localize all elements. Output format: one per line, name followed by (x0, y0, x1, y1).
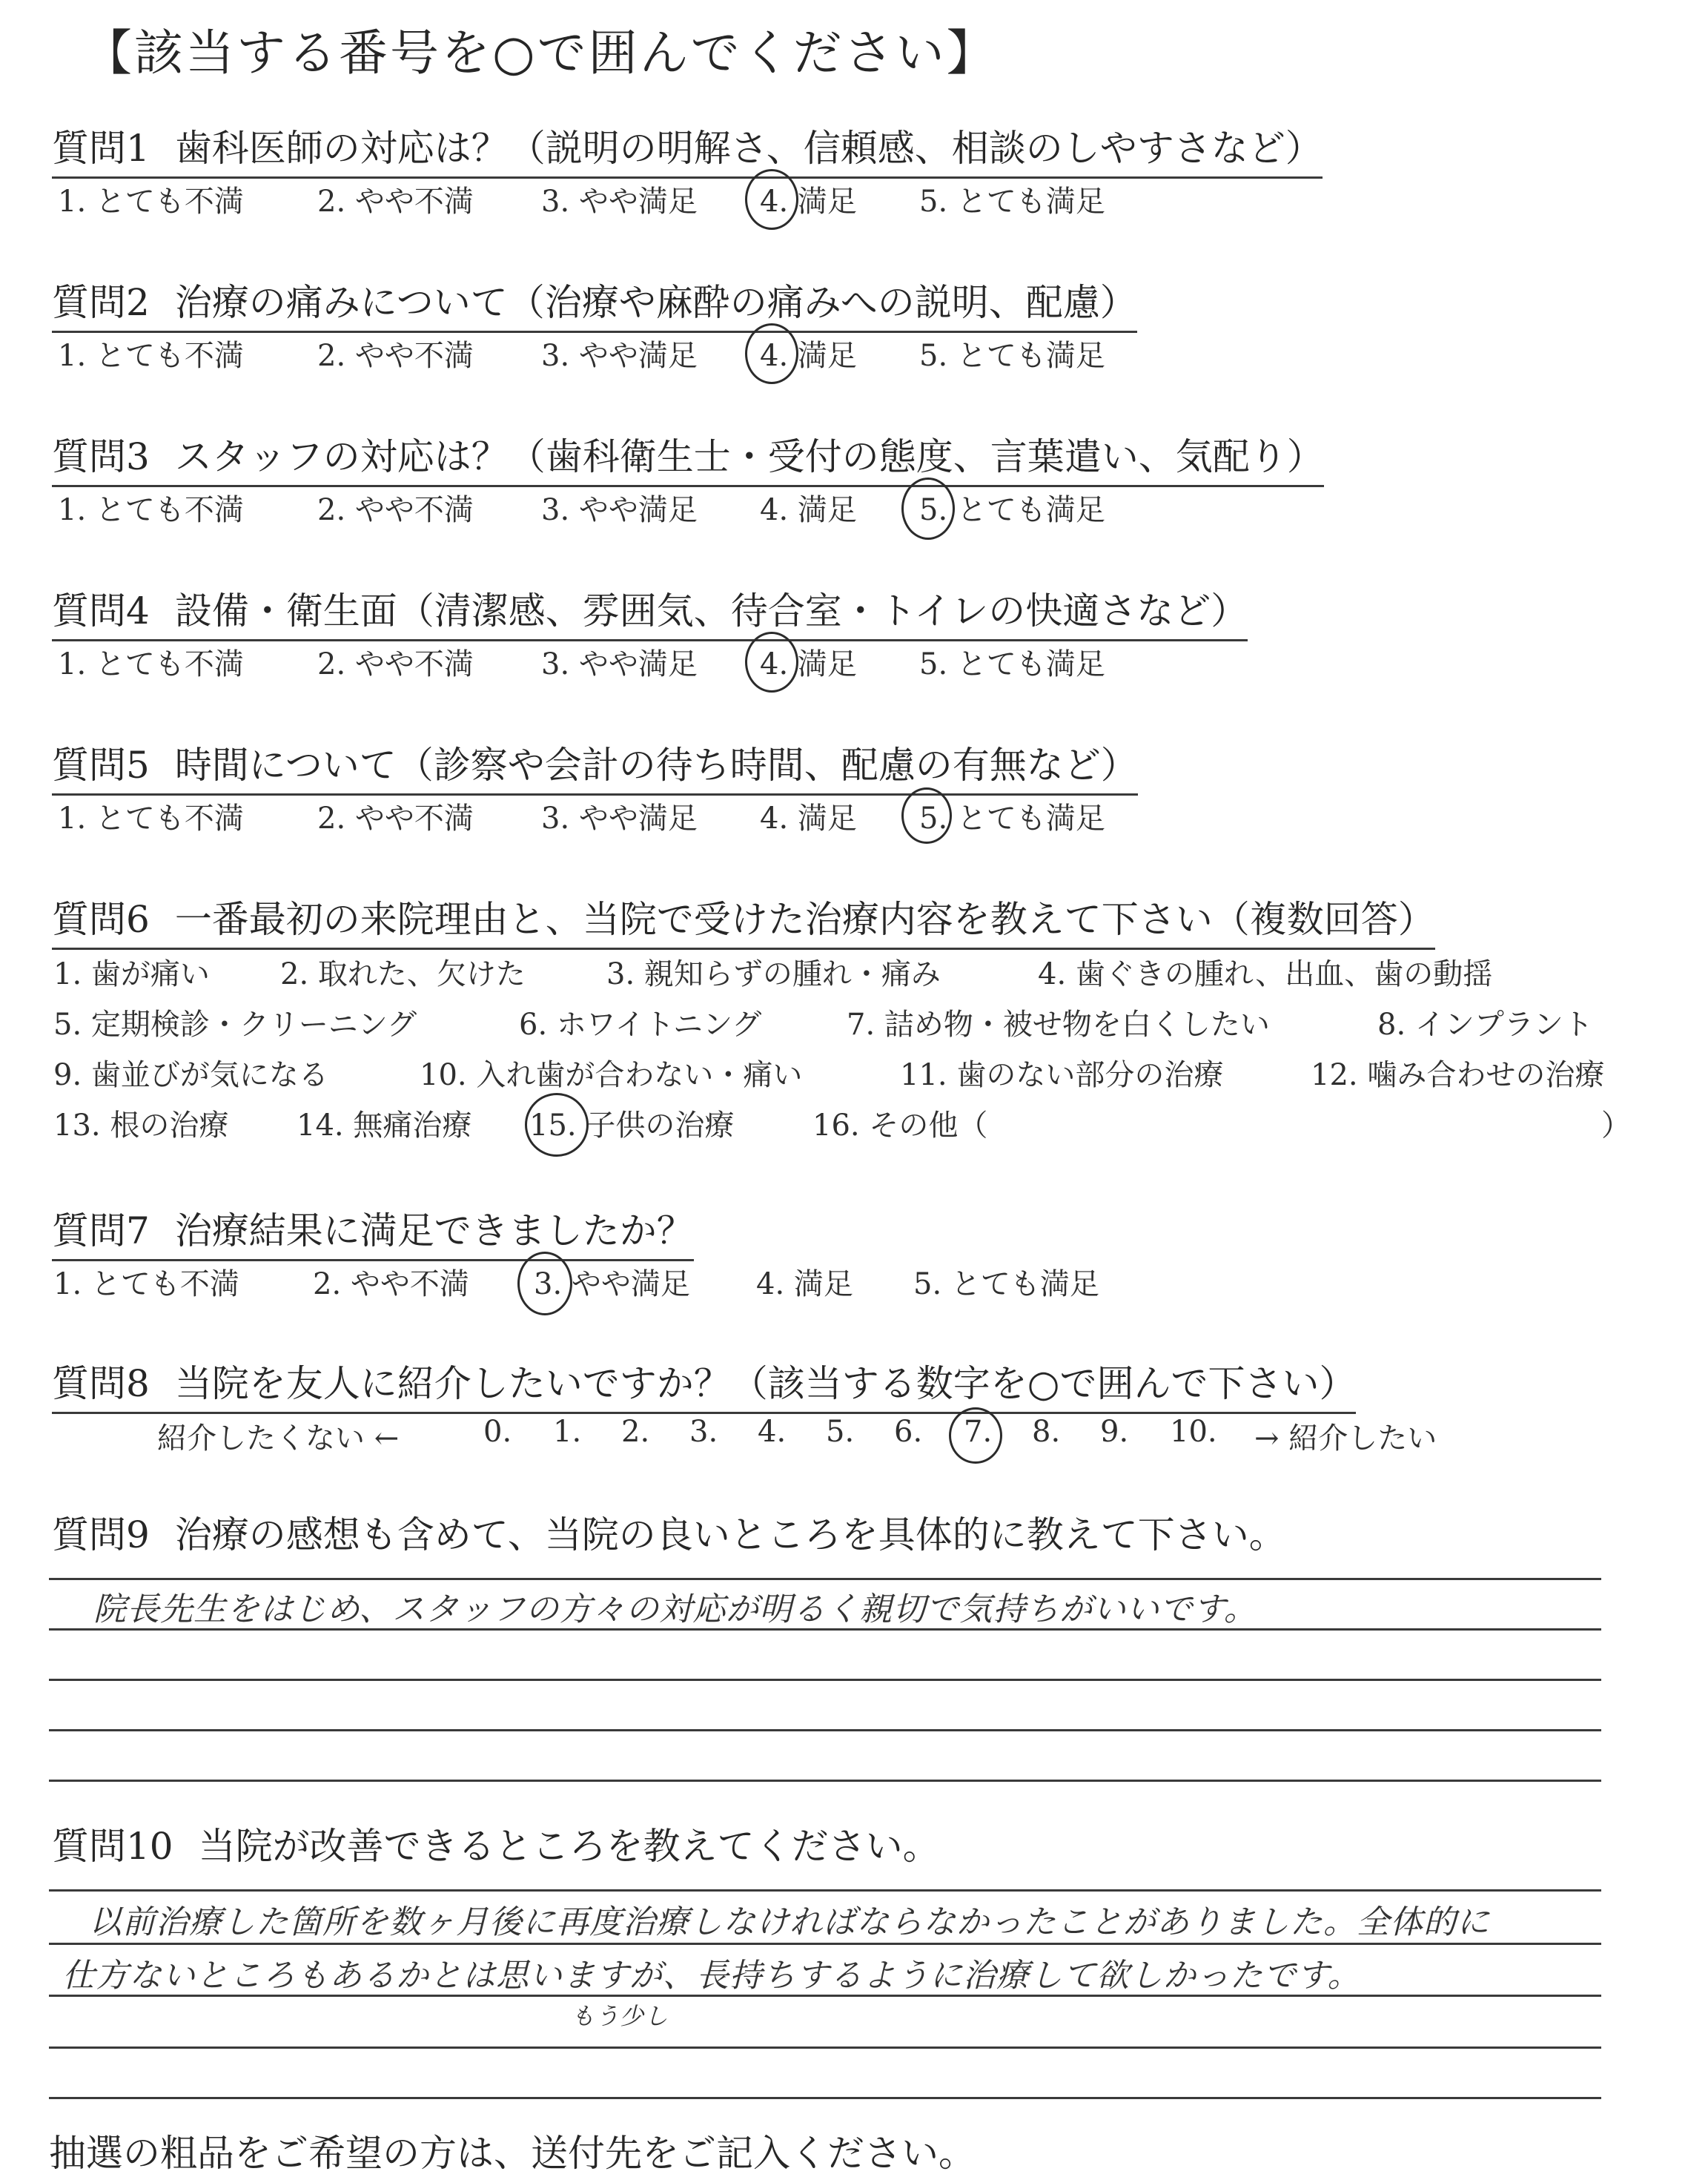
option-5[interactable]: 5. とても満足 (919, 802, 1105, 836)
option-3[interactable]: 3. やや満足 (541, 493, 698, 527)
question-number: 質問7 (52, 1209, 150, 1252)
option-3[interactable]: 3. やや満足 (534, 1267, 690, 1301)
question-number: 質問3 (52, 435, 150, 478)
option-3[interactable]: 3. やや満足 (541, 339, 698, 373)
page-title: 【該当する番号を○で囲んでください】 (83, 24, 998, 82)
q6-option[interactable]: 2. 取れた、欠けた (280, 957, 526, 991)
option-1[interactable]: 1. とても不満 (58, 185, 244, 219)
scale-number[interactable]: 4. (758, 1415, 787, 1449)
q6-option-other-close: ） (1601, 1109, 1631, 1143)
q6-option[interactable]: 4. 歯ぐきの腫れ、出血、歯の動揺 (1038, 957, 1493, 991)
question-text: 治療の痛みについて（治療や麻酔の痛みへの説明、配慮） (174, 281, 1137, 324)
q6-option[interactable]: 6. ホワイトニング (519, 1008, 762, 1042)
question-text: スタッフの対応は？（歯科衛生士・受付の態度、言葉遣い、気配り） (174, 435, 1324, 478)
option-1[interactable]: 1. とても不満 (58, 493, 244, 527)
scale-number[interactable]: 5. (826, 1415, 855, 1449)
scale-number[interactable]: 10. (1170, 1415, 1217, 1449)
q6-option[interactable]: 12. 噛み合わせの治療 (1311, 1058, 1605, 1092)
selection-circle (745, 169, 798, 230)
q6-option[interactable]: 1. 歯が痛い (53, 957, 210, 991)
option-2[interactable]: 2. やや不満 (317, 493, 474, 527)
option-5[interactable]: 5. とても満足 (919, 493, 1105, 527)
question-4-heading (52, 581, 1248, 641)
scale-number[interactable]: 0. (483, 1415, 512, 1449)
option-2[interactable]: 2. やや不満 (313, 1267, 469, 1301)
answer-line (49, 2046, 1601, 2049)
selection-circle (901, 478, 955, 540)
option-1[interactable]: 1. とても不満 (58, 339, 244, 373)
question-text: 当院が改善できるところを教えてください。 (198, 1825, 940, 1868)
q6-option[interactable]: 10. 入れ歯が合わない・痛い (420, 1058, 803, 1092)
option-1[interactable]: 1. とても不満 (58, 802, 244, 836)
scale-number[interactable]: 7. (964, 1415, 993, 1449)
option-3[interactable]: 3. やや満足 (541, 647, 698, 681)
selection-circle (949, 1407, 1002, 1464)
scale-number[interactable]: 3. (689, 1415, 718, 1449)
question-text: 設備・衛生面（清潔感、雰囲気、待合室・トイレの快適さなど） (174, 589, 1248, 632)
q6-option[interactable]: 7. 詰め物・被せ物を白くしたい (847, 1008, 1270, 1042)
selection-circle (901, 787, 952, 844)
option-1[interactable]: 1. とても不満 (58, 647, 244, 681)
scale-number[interactable]: 8. (1032, 1415, 1061, 1449)
option-4[interactable]: 4. 満足 (760, 493, 857, 527)
option-4[interactable]: 4. 満足 (756, 1267, 853, 1301)
option-4[interactable]: 4. 満足 (760, 802, 857, 836)
question-9-heading (52, 1505, 1286, 1559)
q10-handwritten-insertion: もう少し (571, 2002, 669, 2030)
option-5[interactable]: 5. とても満足 (913, 1267, 1099, 1301)
answer-line (49, 2097, 1601, 2099)
question-5-heading (52, 736, 1138, 796)
answer-line (49, 1578, 1601, 1580)
question-number: 質問5 (52, 744, 150, 787)
question-number: 質問10 (52, 1825, 173, 1868)
question-1-heading (52, 119, 1323, 179)
q6-option[interactable]: 9. 歯並びが気になる (53, 1058, 328, 1092)
question-8-heading (52, 1354, 1356, 1414)
question-number: 質問1 (52, 127, 150, 170)
q10-handwritten-answer-line-2[interactable]: 仕方ないところもあるかとは思いますが、長持ちするように治療して欲しかったです。 (62, 1957, 1361, 1995)
scale-number[interactable]: 9. (1100, 1415, 1129, 1449)
q6-option[interactable]: 5. 定期検診・クリーニング (53, 1008, 417, 1042)
question-text: 当院を友人に紹介したいですか？（該当する数字を○で囲んで下さい） (174, 1362, 1357, 1405)
selection-circle (525, 1093, 589, 1157)
scale-number[interactable]: 6. (894, 1415, 923, 1449)
q9-handwritten-answer[interactable]: 院長先生をはじめ、スタッフの方々の対応が明るく親切で気持ちがいいです。 (93, 1590, 1257, 1628)
question-number: 質問4 (52, 589, 150, 632)
option-4[interactable]: 4. 満足 (760, 185, 857, 219)
question-text: 一番最初の来院理由と、当院で受けた治療内容を教えて下さい（複数回答） (174, 898, 1435, 941)
q6-option[interactable]: 11. 歯のない部分の治療 (900, 1058, 1224, 1092)
scale-left-label: 紹介したくない ← (157, 1421, 400, 1456)
question-number: 質問6 (52, 898, 150, 941)
question-number: 質問2 (52, 281, 150, 324)
question-6-heading (52, 890, 1435, 950)
question-text: 治療の感想も含めて、当院の良いところを具体的に教えて下さい。 (174, 1513, 1286, 1556)
option-5[interactable]: 5. とても満足 (919, 647, 1105, 681)
option-2[interactable]: 2. やや不満 (317, 647, 474, 681)
scale-number[interactable]: 1. (553, 1415, 582, 1449)
selection-circle (517, 1252, 572, 1315)
q6-option-other[interactable]: 16. その他（ (812, 1109, 988, 1143)
option-2[interactable]: 2. やや不満 (317, 339, 474, 373)
question-number: 質問9 (52, 1513, 150, 1556)
option-4[interactable]: 4. 満足 (760, 339, 857, 373)
option-5[interactable]: 5. とても満足 (919, 185, 1105, 219)
option-2[interactable]: 2. やや不満 (317, 185, 474, 219)
question-3-heading (52, 427, 1324, 487)
q6-option[interactable]: 13. 根の治療 (53, 1109, 229, 1143)
question-2-heading (52, 273, 1137, 333)
q6-option[interactable]: 14. 無痛治療 (297, 1109, 472, 1143)
option-2[interactable]: 2. やや不満 (317, 802, 474, 836)
q6-option[interactable]: 3. 親知らずの腫れ・痛み (606, 957, 941, 991)
option-3[interactable]: 3. やや満足 (541, 185, 698, 219)
footer-instruction: 抽選の粗品をご希望の方は、送付先をご記入ください。 (49, 2132, 976, 2175)
scale-right-label: → 紹介したい (1254, 1421, 1437, 1456)
q6-option[interactable]: 15. 子供の治療 (529, 1109, 735, 1143)
question-7-heading (52, 1201, 694, 1261)
question-number: 質問8 (52, 1362, 150, 1405)
selection-circle (745, 632, 798, 693)
answer-line (49, 1889, 1601, 1892)
option-3[interactable]: 3. やや満足 (541, 802, 698, 836)
q6-option[interactable]: 8. インプラント (1377, 1008, 1593, 1042)
option-5[interactable]: 5. とても満足 (919, 339, 1105, 373)
question-text: 時間について（診察や会計の待ち時間、配慮の有無など） (174, 744, 1138, 787)
answer-line (49, 1729, 1601, 1731)
option-4[interactable]: 4. 満足 (760, 647, 857, 681)
q10-handwritten-answer-line-1[interactable]: 以前治療した箇所を数ヶ月後に再度治療しなければならなかったことがありました。全体的に (89, 1903, 1490, 1941)
question-10-heading (52, 1817, 940, 1870)
answer-line (49, 1780, 1601, 1782)
question-text: 治療結果に満足できましたか？ (174, 1209, 694, 1252)
selection-circle (745, 323, 798, 384)
option-1[interactable]: 1. とても不満 (53, 1267, 239, 1301)
question-text: 歯科医師の対応は？（説明の明解さ、信頼感、相談のしやすさなど） (174, 127, 1323, 170)
answer-line (49, 1679, 1601, 1681)
answer-line (49, 1943, 1601, 1945)
scale-number[interactable]: 2. (621, 1415, 650, 1449)
